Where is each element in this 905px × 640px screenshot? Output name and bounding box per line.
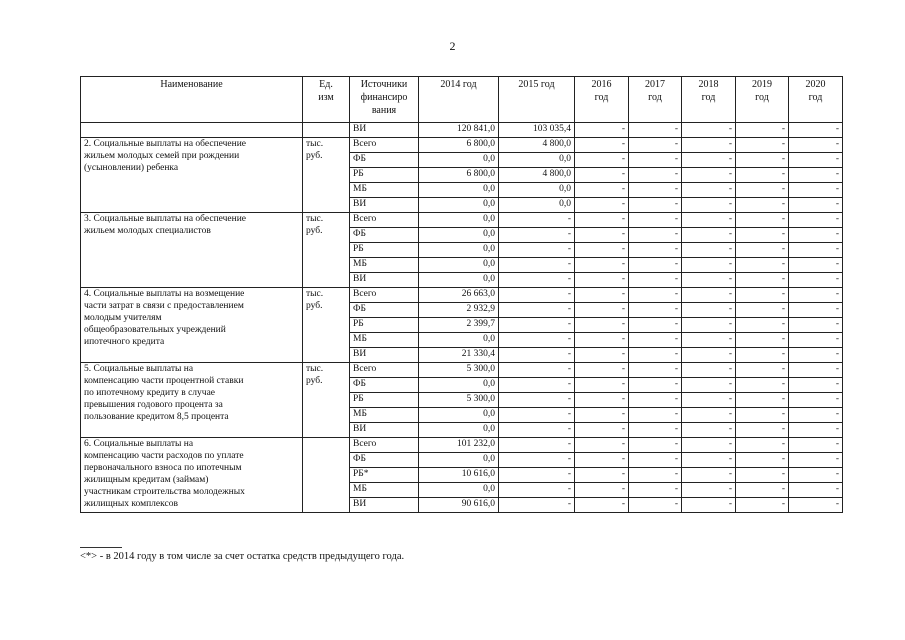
item-name-cell (81, 363, 303, 438)
source-cell: ВИ (350, 423, 419, 438)
value-2017: - (629, 453, 682, 468)
value-2018: - (682, 318, 736, 333)
item-name-cell (81, 438, 303, 513)
unit-line: тыс. (306, 214, 324, 224)
value-2017: - (629, 378, 682, 393)
value-2015: - (499, 228, 575, 243)
value-2018: - (682, 183, 736, 198)
value-2020: - (789, 123, 843, 138)
value-2019: - (736, 183, 789, 198)
value-2016: - (575, 273, 629, 288)
value-2016: - (575, 378, 629, 393)
value-2015: - (499, 348, 575, 363)
value-2015: - (499, 318, 575, 333)
value-2020: - (789, 228, 843, 243)
header-2020: 2020 год (789, 77, 843, 123)
value-2018: - (682, 243, 736, 258)
source-cell: РБ* (350, 468, 419, 483)
source-cell: ФБ (350, 453, 419, 468)
value-2017: - (629, 213, 682, 228)
source-cell: МБ (350, 333, 419, 348)
value-2020: - (789, 498, 843, 513)
name-cell (81, 123, 303, 138)
value-2014: 0,0 (419, 423, 499, 438)
value-2019: - (736, 228, 789, 243)
value-2018: - (682, 453, 736, 468)
table-row (81, 123, 843, 138)
value-2014: 6 800,0 (419, 168, 499, 183)
value-2015: - (499, 288, 575, 303)
source-cell: ВИ (350, 123, 419, 138)
value-2020: - (789, 378, 843, 393)
value-2014: 0,0 (419, 378, 499, 393)
value-2014: 0,0 (419, 333, 499, 348)
value-2015: - (499, 363, 575, 378)
unit-line: руб. (306, 376, 323, 386)
value-2017: - (629, 153, 682, 168)
value-2019: - (736, 423, 789, 438)
item-name-line: жильем молодых специалистов (84, 226, 211, 236)
value-2020: - (789, 363, 843, 378)
unit-line: тыс. (306, 364, 324, 374)
value-2019: - (736, 468, 789, 483)
source-cell: ФБ (350, 303, 419, 318)
value-2016: - (575, 408, 629, 423)
source-cell: ФБ (350, 378, 419, 393)
value-2014: 90 616,0 (419, 498, 499, 513)
value-2015: 103 035,4 (499, 123, 575, 138)
value-2018: - (682, 348, 736, 363)
unit-cell (303, 123, 350, 138)
value-2018: - (682, 498, 736, 513)
item-name-cell (81, 288, 303, 363)
item-name-line: компенсацию части процентной ставки (84, 376, 244, 386)
value-2014: 6 800,0 (419, 138, 499, 153)
value-2015: 0,0 (499, 198, 575, 213)
value-2016: - (575, 213, 629, 228)
source-cell: Всего (350, 288, 419, 303)
footnote: <*> - в 2014 году в том числе за счет остатка средств предыдущего года. (80, 551, 405, 562)
value-2020: - (789, 318, 843, 333)
value-2018: - (682, 138, 736, 153)
unit-cell (303, 363, 350, 438)
value-2015: - (499, 243, 575, 258)
value-2016: - (575, 423, 629, 438)
value-2019: - (736, 453, 789, 468)
table-header-row (81, 77, 843, 123)
value-2016: - (575, 303, 629, 318)
table-row (81, 138, 843, 153)
value-2017: - (629, 303, 682, 318)
source-cell: МБ (350, 258, 419, 273)
value-2017: - (629, 243, 682, 258)
value-2018: - (682, 378, 736, 393)
item-name-line: участникам строительства молодежных (84, 487, 245, 497)
value-2019: - (736, 393, 789, 408)
value-2017: - (629, 483, 682, 498)
value-2017: - (629, 348, 682, 363)
value-2020: - (789, 483, 843, 498)
value-2015: - (499, 408, 575, 423)
value-2018: - (682, 288, 736, 303)
value-2016: - (575, 168, 629, 183)
value-2019: - (736, 438, 789, 453)
item-name-line: общеобразовательных учреждений (84, 325, 226, 335)
value-2017: - (629, 498, 682, 513)
value-2017: - (629, 258, 682, 273)
value-2016: - (575, 183, 629, 198)
value-2016: - (575, 198, 629, 213)
item-name-line: первоначального взноса по ипотечным (84, 463, 242, 473)
value-2016: - (575, 453, 629, 468)
value-2020: - (789, 243, 843, 258)
value-2014: 0,0 (419, 408, 499, 423)
value-2015: - (499, 213, 575, 228)
value-2015: 0,0 (499, 153, 575, 168)
table-row (81, 213, 843, 228)
value-2017: - (629, 468, 682, 483)
value-2019: - (736, 363, 789, 378)
value-2020: - (789, 333, 843, 348)
value-2015: - (499, 303, 575, 318)
value-2017: - (629, 168, 682, 183)
header-2016: 2016 год (575, 77, 629, 123)
value-2018: - (682, 483, 736, 498)
table-row (81, 288, 843, 303)
value-2019: - (736, 168, 789, 183)
header-name: Наименование (81, 77, 303, 123)
item-name-cell (81, 138, 303, 213)
value-2016: - (575, 483, 629, 498)
value-2019: - (736, 333, 789, 348)
value-2016: - (575, 243, 629, 258)
value-2014: 0,0 (419, 228, 499, 243)
value-2016: - (575, 138, 629, 153)
value-2018: - (682, 423, 736, 438)
value-2020: - (789, 453, 843, 468)
unit-cell (303, 438, 350, 513)
value-2019: - (736, 138, 789, 153)
source-cell: МБ (350, 408, 419, 423)
value-2014: 5 300,0 (419, 363, 499, 378)
value-2019: - (736, 198, 789, 213)
value-2015: - (499, 333, 575, 348)
header-2019: 2019 год (736, 77, 789, 123)
value-2018: - (682, 363, 736, 378)
source-cell: ВИ (350, 273, 419, 288)
header-source: Источники финансиро вания (350, 77, 419, 123)
value-2016: - (575, 363, 629, 378)
header-unit: Ед. изм (303, 77, 350, 123)
value-2019: - (736, 123, 789, 138)
value-2018: - (682, 393, 736, 408)
value-2020: - (789, 273, 843, 288)
value-2020: - (789, 258, 843, 273)
item-name-line: 2. Социальные выплаты на обеспечение (84, 139, 247, 149)
value-2019: - (736, 288, 789, 303)
item-name-line: превышения годового процента за (84, 400, 223, 410)
value-2017: - (629, 363, 682, 378)
value-2015: 4 800,0 (499, 138, 575, 153)
value-2020: - (789, 408, 843, 423)
source-cell: ФБ (350, 153, 419, 168)
value-2017: - (629, 393, 682, 408)
value-2015: 4 800,0 (499, 168, 575, 183)
item-name-line: (усыновлении) ребенка (84, 163, 179, 173)
item-name-line: жильем молодых семей при рождении (84, 151, 240, 161)
unit-cell (303, 138, 350, 213)
header-2015: 2015 год (499, 77, 575, 123)
value-2015: - (499, 483, 575, 498)
value-2016: - (575, 288, 629, 303)
source-cell: Всего (350, 138, 419, 153)
value-2014: 21 330,4 (419, 348, 499, 363)
value-2015: - (499, 423, 575, 438)
value-2017: - (629, 438, 682, 453)
unit-line: руб. (306, 151, 323, 161)
value-2016: - (575, 333, 629, 348)
source-cell: Всего (350, 438, 419, 453)
value-2014: 0,0 (419, 183, 499, 198)
table-row (81, 363, 843, 378)
value-2016: - (575, 438, 629, 453)
value-2018: - (682, 333, 736, 348)
unit-line: тыс. (306, 139, 324, 149)
value-2019: - (736, 213, 789, 228)
value-2015: - (499, 468, 575, 483)
source-cell: ФБ (350, 228, 419, 243)
source-cell: Всего (350, 213, 419, 228)
value-2018: - (682, 228, 736, 243)
value-2014: 5 300,0 (419, 393, 499, 408)
value-2017: - (629, 228, 682, 243)
value-2014: 26 663,0 (419, 288, 499, 303)
value-2018: - (682, 408, 736, 423)
source-cell: РБ (350, 243, 419, 258)
page-number: 2 (449, 39, 456, 53)
header-2017: 2017 год (629, 77, 682, 123)
value-2019: - (736, 273, 789, 288)
value-2018: - (682, 303, 736, 318)
value-2014: 2 932,9 (419, 303, 499, 318)
value-2020: - (789, 168, 843, 183)
value-2014: 0,0 (419, 153, 499, 168)
value-2018: - (682, 273, 736, 288)
value-2018: - (682, 198, 736, 213)
value-2020: - (789, 288, 843, 303)
value-2015: - (499, 258, 575, 273)
source-cell: МБ (350, 183, 419, 198)
source-cell: МБ (350, 483, 419, 498)
value-2019: - (736, 378, 789, 393)
value-2018: - (682, 438, 736, 453)
value-2016: - (575, 468, 629, 483)
table-row (81, 438, 843, 453)
value-2020: - (789, 348, 843, 363)
unit-line: руб. (306, 226, 323, 236)
value-2015: - (499, 498, 575, 513)
value-2017: - (629, 288, 682, 303)
value-2019: - (736, 303, 789, 318)
funding-table (80, 76, 843, 513)
value-2015: 0,0 (499, 183, 575, 198)
value-2019: - (736, 243, 789, 258)
value-2017: - (629, 123, 682, 138)
value-2019: - (736, 258, 789, 273)
value-2019: - (736, 318, 789, 333)
item-name-line: части затрат в связи с предоставлением (84, 301, 244, 311)
unit-cell (303, 213, 350, 288)
value-2015: - (499, 273, 575, 288)
item-name-line: ипотечного кредита (84, 337, 165, 347)
value-2014: 0,0 (419, 273, 499, 288)
value-2014: 0,0 (419, 453, 499, 468)
value-2016: - (575, 348, 629, 363)
item-name-line: 5. Социальные выплаты на (84, 364, 194, 374)
value-2014: 2 399,7 (419, 318, 499, 333)
value-2014: 0,0 (419, 198, 499, 213)
value-2020: - (789, 423, 843, 438)
source-cell: РБ (350, 318, 419, 333)
value-2020: - (789, 303, 843, 318)
value-2018: - (682, 468, 736, 483)
header-2018: 2018 год (682, 77, 736, 123)
unit-line: руб. (306, 301, 323, 311)
value-2017: - (629, 408, 682, 423)
value-2014: 0,0 (419, 483, 499, 498)
source-cell: ВИ (350, 198, 419, 213)
value-2014: 120 841,0 (419, 123, 499, 138)
item-name-line: пользование кредитом 8,5 процента (84, 412, 229, 422)
value-2018: - (682, 168, 736, 183)
value-2017: - (629, 183, 682, 198)
value-2016: - (575, 153, 629, 168)
value-2020: - (789, 213, 843, 228)
value-2015: - (499, 453, 575, 468)
source-cell: ВИ (350, 348, 419, 363)
value-2020: - (789, 153, 843, 168)
value-2016: - (575, 393, 629, 408)
value-2017: - (629, 333, 682, 348)
value-2017: - (629, 318, 682, 333)
value-2015: - (499, 438, 575, 453)
footnote-divider (80, 547, 122, 548)
value-2019: - (736, 408, 789, 423)
value-2017: - (629, 423, 682, 438)
header-2014: 2014 год (419, 77, 499, 123)
value-2016: - (575, 123, 629, 138)
value-2014: 10 616,0 (419, 468, 499, 483)
value-2018: - (682, 153, 736, 168)
value-2020: - (789, 438, 843, 453)
value-2018: - (682, 213, 736, 228)
value-2015: - (499, 393, 575, 408)
source-cell: РБ (350, 393, 419, 408)
value-2020: - (789, 138, 843, 153)
item-name-line: молодым учителям (84, 313, 162, 323)
value-2020: - (789, 468, 843, 483)
unit-cell (303, 288, 350, 363)
value-2019: - (736, 483, 789, 498)
value-2016: - (575, 318, 629, 333)
value-2019: - (736, 348, 789, 363)
value-2019: - (736, 153, 789, 168)
source-cell: ВИ (350, 498, 419, 513)
item-name-line: 4. Социальные выплаты на возмещение (84, 289, 245, 299)
value-2015: - (499, 378, 575, 393)
unit-line: тыс. (306, 289, 324, 299)
value-2017: - (629, 198, 682, 213)
value-2014: 0,0 (419, 213, 499, 228)
value-2017: - (629, 138, 682, 153)
item-name-line: 6. Социальные выплаты на (84, 439, 194, 449)
value-2016: - (575, 498, 629, 513)
item-name-line: по ипотечному кредиту в случае (84, 388, 216, 398)
value-2014: 0,0 (419, 243, 499, 258)
value-2016: - (575, 258, 629, 273)
value-2020: - (789, 183, 843, 198)
item-name-line: жилищных комплексов (84, 499, 178, 509)
value-2014: 101 232,0 (419, 438, 499, 453)
item-name-line: жилищным кредитам (займам) (84, 475, 209, 485)
value-2018: - (682, 258, 736, 273)
value-2014: 0,0 (419, 258, 499, 273)
value-2018: - (682, 123, 736, 138)
value-2017: - (629, 273, 682, 288)
value-2016: - (575, 228, 629, 243)
source-cell: Всего (350, 363, 419, 378)
item-name-line: 3. Социальные выплаты на обеспечение (84, 214, 247, 224)
value-2019: - (736, 498, 789, 513)
item-name-line: компенсацию части расходов по уплате (84, 451, 244, 461)
value-2020: - (789, 393, 843, 408)
value-2020: - (789, 198, 843, 213)
source-cell: РБ (350, 168, 419, 183)
item-name-cell (81, 213, 303, 288)
